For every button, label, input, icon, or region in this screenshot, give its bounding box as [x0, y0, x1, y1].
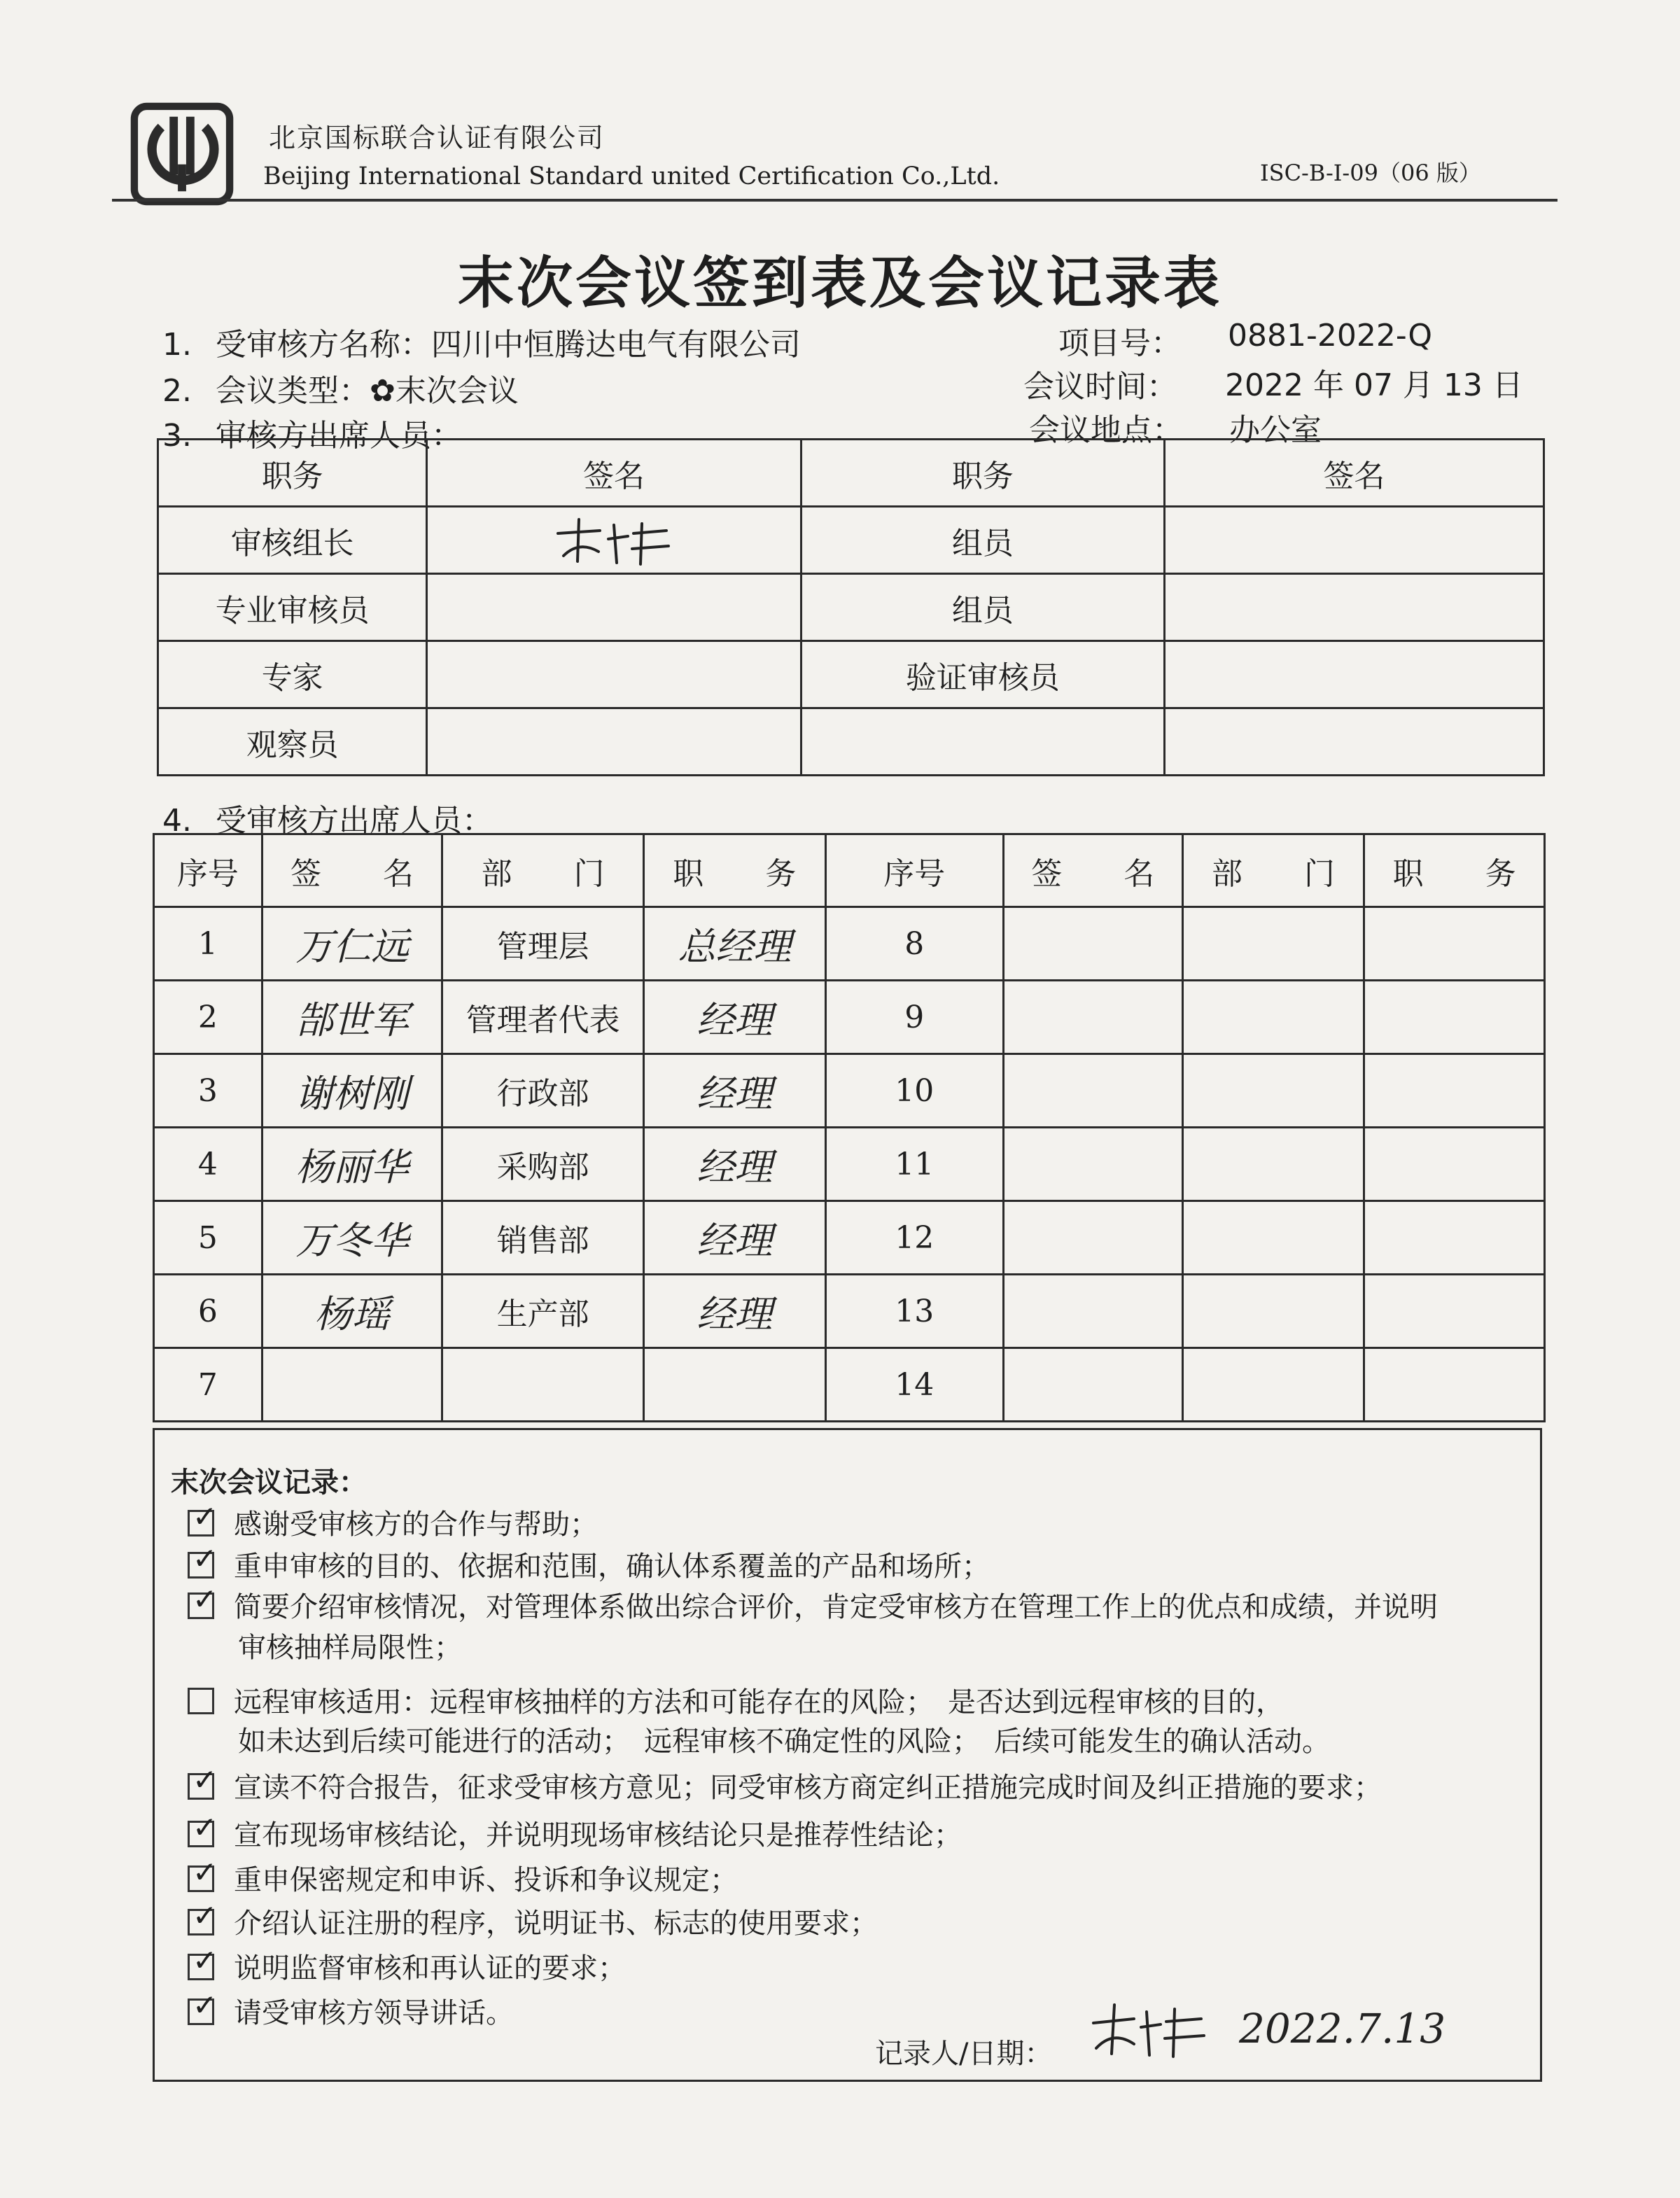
department-cell: 采购部 — [442, 1128, 644, 1201]
row-no: 6 — [154, 1275, 262, 1348]
title-cell: 经理 — [643, 1128, 825, 1201]
title-cell — [1364, 1201, 1545, 1275]
department-cell — [1182, 1201, 1364, 1275]
header-role: 职务 — [801, 440, 1164, 507]
table-row — [154, 1275, 1545, 1348]
table-row — [154, 1054, 1545, 1128]
info-meeting-type: 2. 会议类型：✿末次会议 — [162, 373, 519, 409]
handwritten-signature — [544, 512, 684, 568]
meeting-place-label: 会议地点： — [1029, 412, 1183, 448]
title-cell: 经理 — [643, 981, 825, 1054]
document-title: 末次会议签到表及会议记录表 — [458, 251, 1222, 316]
row-no: 5 — [154, 1201, 262, 1275]
header-signature: 签名 — [1164, 440, 1544, 507]
role-cell: 组员 — [801, 574, 1164, 641]
row-no: 10 — [825, 1054, 1003, 1128]
department-cell — [1182, 907, 1364, 981]
project-no-label: 项目号： — [1058, 326, 1182, 361]
role-cell: 组员 — [801, 507, 1164, 574]
title-cell — [1364, 907, 1545, 981]
row-no: 4 — [154, 1128, 262, 1201]
title-cell — [1364, 1348, 1545, 1422]
checkbox-icon — [188, 1943, 218, 1980]
header-signature: 签 名 — [262, 834, 442, 907]
check-mark-icon: ✓ — [192, 1499, 218, 1534]
table-header-row — [154, 834, 1545, 907]
checkbox-icon — [188, 1855, 218, 1892]
title-cell — [1364, 981, 1545, 1054]
role-cell — [801, 708, 1164, 776]
table-header-row — [158, 440, 1544, 507]
signature-cell — [1164, 641, 1544, 708]
checklist-item: ✓ 宣布现场审核结论，并说明现场审核结论只是推荐性结论； — [188, 1813, 962, 1853]
checklist-item-continuation: 审核抽样局限性； — [238, 1632, 462, 1664]
org-name-en: Beijing International Standard united Certification Co.,Ltd. — [263, 162, 1000, 190]
title-cell: 经理 — [643, 1054, 825, 1128]
signature-cell: 杨瑶 — [262, 1275, 442, 1348]
meeting-type-mark: ✿ — [370, 373, 396, 409]
signature-cell — [1164, 708, 1544, 776]
table-row — [158, 574, 1544, 641]
header-department: 部 门 — [442, 834, 644, 907]
meeting-type: 末次会议 — [395, 373, 519, 409]
department-cell — [1182, 1054, 1364, 1128]
signature-cell — [427, 641, 801, 708]
info-auditor-attendees: 3. 审核方出席人员： — [162, 418, 462, 454]
table-row — [158, 708, 1544, 776]
checklist-item: ✓ 重申审核的目的、依据和范围，确认体系覆盖的产品和场所； — [188, 1544, 990, 1584]
meeting-time: 2022 年 07 月 13 日 — [1225, 368, 1523, 403]
department-cell — [1182, 1275, 1364, 1348]
auditor-attendance-table — [157, 438, 1545, 776]
department-cell: 管理者代表 — [442, 981, 644, 1054]
header-title: 职 务 — [643, 834, 825, 907]
recorder-label: 记录人/日期： — [875, 2038, 1053, 2070]
role-cell: 验证审核员 — [801, 641, 1164, 708]
check-mark-icon: ✓ — [192, 1763, 218, 1797]
header-no: 序号 — [154, 834, 262, 907]
signature-cell — [1003, 981, 1182, 1054]
row-no: 12 — [825, 1201, 1003, 1275]
header-signature: 签 名 — [1003, 834, 1182, 907]
header-role: 职务 — [158, 440, 427, 507]
info-auditee-attendees: 4. 受审核方出席人员： — [162, 803, 493, 839]
header-signature: 签名 — [427, 440, 801, 507]
checklist-item: ✓ 简要介绍审核情况，对管理体系做出综合评价，肯定受审核方在管理工作上的优点和成绩，并说明 — [188, 1585, 1438, 1625]
checklist-item: ✓ 感谢受审核方的合作与帮助； — [188, 1502, 598, 1542]
row-no: 2 — [154, 981, 262, 1054]
auditee-label: 受审核方名称： — [216, 327, 431, 363]
header-title: 职 务 — [1364, 834, 1545, 907]
table-row — [154, 1201, 1545, 1275]
role-cell: 专家 — [158, 641, 427, 708]
signature-cell — [1003, 907, 1182, 981]
department-cell — [1182, 981, 1364, 1054]
signature-cell: 杨丽华 — [262, 1128, 442, 1201]
row-no: 13 — [825, 1275, 1003, 1348]
checkbox-icon — [188, 1582, 218, 1619]
recorder-date: 2022.7.13 — [1239, 2005, 1446, 2052]
title-cell — [1364, 1054, 1545, 1128]
auditor-attendees-label: 审核方出席人员： — [216, 418, 462, 454]
role-cell: 专业审核员 — [158, 574, 427, 641]
isc-logo-icon — [130, 102, 234, 206]
checkbox-icon — [188, 1810, 218, 1847]
check-mark-icon: ✓ — [192, 1988, 218, 2022]
signature-cell — [262, 1348, 442, 1422]
checkbox-icon — [188, 1541, 218, 1578]
row-no: 11 — [825, 1128, 1003, 1201]
checklist-item: 远程审核适用：远程审核抽样的方法和可能存在的风险； 是否达到远程审核的目的， — [188, 1680, 1284, 1720]
checkbox-icon — [188, 1763, 218, 1800]
meeting-type-label: 会议类型： — [216, 373, 370, 409]
signature-cell: 郜世军 — [262, 981, 442, 1054]
department-cell: 生产部 — [442, 1275, 644, 1348]
signature-cell: 谢树刚 — [262, 1054, 442, 1128]
info-auditee: 1. 受审核方名称：四川中恒腾达电气有限公司 — [162, 327, 801, 363]
signature-cell — [427, 708, 801, 776]
signature-cell — [1164, 507, 1544, 574]
title-cell: 经理 — [643, 1275, 825, 1348]
table-row — [154, 1128, 1545, 1201]
signature-cell: 万仁远 — [262, 907, 442, 981]
check-mark-icon: ✓ — [192, 1810, 218, 1844]
title-cell: 总经理 — [643, 907, 825, 981]
checkbox-icon — [188, 1688, 214, 1714]
signature-cell — [1003, 1054, 1182, 1128]
department-cell — [1182, 1348, 1364, 1422]
signature-cell — [1003, 1275, 1182, 1348]
title-cell — [1364, 1275, 1545, 1348]
check-mark-icon: ✓ — [192, 1898, 218, 1933]
checklist-item-continuation: 如未达到后续可能进行的活动； 远程审核不确定性的风险； 后续可能发生的确认活动。 — [238, 1726, 1330, 1758]
title-cell: 经理 — [643, 1201, 825, 1275]
signature-cell — [1003, 1201, 1182, 1275]
signature-cell — [1003, 1128, 1182, 1201]
department-cell — [442, 1348, 644, 1422]
table-row — [154, 1348, 1545, 1422]
row-no: 7 — [154, 1348, 262, 1422]
signature-cell — [1003, 1348, 1182, 1422]
check-mark-icon: ✓ — [192, 1943, 218, 1977]
table-row — [158, 641, 1544, 708]
check-mark-icon: ✓ — [192, 1582, 218, 1616]
meeting-place: 办公室 — [1229, 412, 1322, 448]
signature-cell — [427, 574, 801, 641]
checklist-item: ✓ 介绍认证注册的程序，说明证书、标志的使用要求； — [188, 1901, 878, 1941]
title-cell — [1364, 1128, 1545, 1201]
table-row — [158, 507, 1544, 574]
row-no: 14 — [825, 1348, 1003, 1422]
org-name-cn: 北京国标联合认证有限公司 — [269, 122, 606, 153]
department-cell — [1182, 1128, 1364, 1201]
checkbox-icon — [188, 1499, 218, 1536]
auditee-attendees-label: 受审核方出席人员： — [216, 803, 493, 839]
auditee-name: 四川中恒腾达电气有限公司 — [431, 327, 801, 363]
checklist-item: ✓ 说明监督审核和再认证的要求； — [188, 1946, 626, 1986]
header-department: 部 门 — [1182, 834, 1364, 907]
row-no: 9 — [825, 981, 1003, 1054]
role-cell: 审核组长 — [158, 507, 427, 574]
meeting-time-label: 会议时间： — [1023, 369, 1177, 405]
form-code: ISC-B-I-09（06 版） — [1260, 160, 1481, 186]
row-no: 8 — [825, 907, 1003, 981]
checkbox-icon — [188, 1898, 218, 1935]
auditee-attendance-table — [153, 833, 1546, 1422]
row-no: 1 — [154, 907, 262, 981]
signature-cell: 万冬华 — [262, 1201, 442, 1275]
check-mark-icon: ✓ — [192, 1855, 218, 1889]
signature-cell — [427, 507, 801, 574]
recorder-signature — [1085, 1998, 1211, 2061]
department-cell: 销售部 — [442, 1201, 644, 1275]
department-cell: 行政部 — [442, 1054, 644, 1128]
table-row — [154, 981, 1545, 1054]
meeting-record-title: 末次会议记录： — [171, 1466, 367, 1499]
checklist-item: ✓ 宣读不符合报告，征求受审核方意见；同受审核方商定纠正措施完成时间及纠正措施的要求； — [188, 1765, 1382, 1805]
header-no: 序号 — [825, 834, 1003, 907]
checkbox-icon — [188, 1988, 218, 2025]
checklist-item: ✓ 请受审核方领导讲话。 — [188, 1991, 514, 2031]
title-cell — [643, 1348, 825, 1422]
project-no: 0881-2022-Q — [1228, 318, 1432, 354]
row-no: 3 — [154, 1054, 262, 1128]
header-divider — [112, 199, 1558, 202]
check-mark-icon: ✓ — [192, 1541, 218, 1576]
signature-cell — [1164, 574, 1544, 641]
department-cell: 管理层 — [442, 907, 644, 981]
checklist-item: ✓ 重申保密规定和申诉、投诉和争议规定； — [188, 1858, 738, 1898]
role-cell: 观察员 — [158, 708, 427, 776]
table-row — [154, 907, 1545, 981]
